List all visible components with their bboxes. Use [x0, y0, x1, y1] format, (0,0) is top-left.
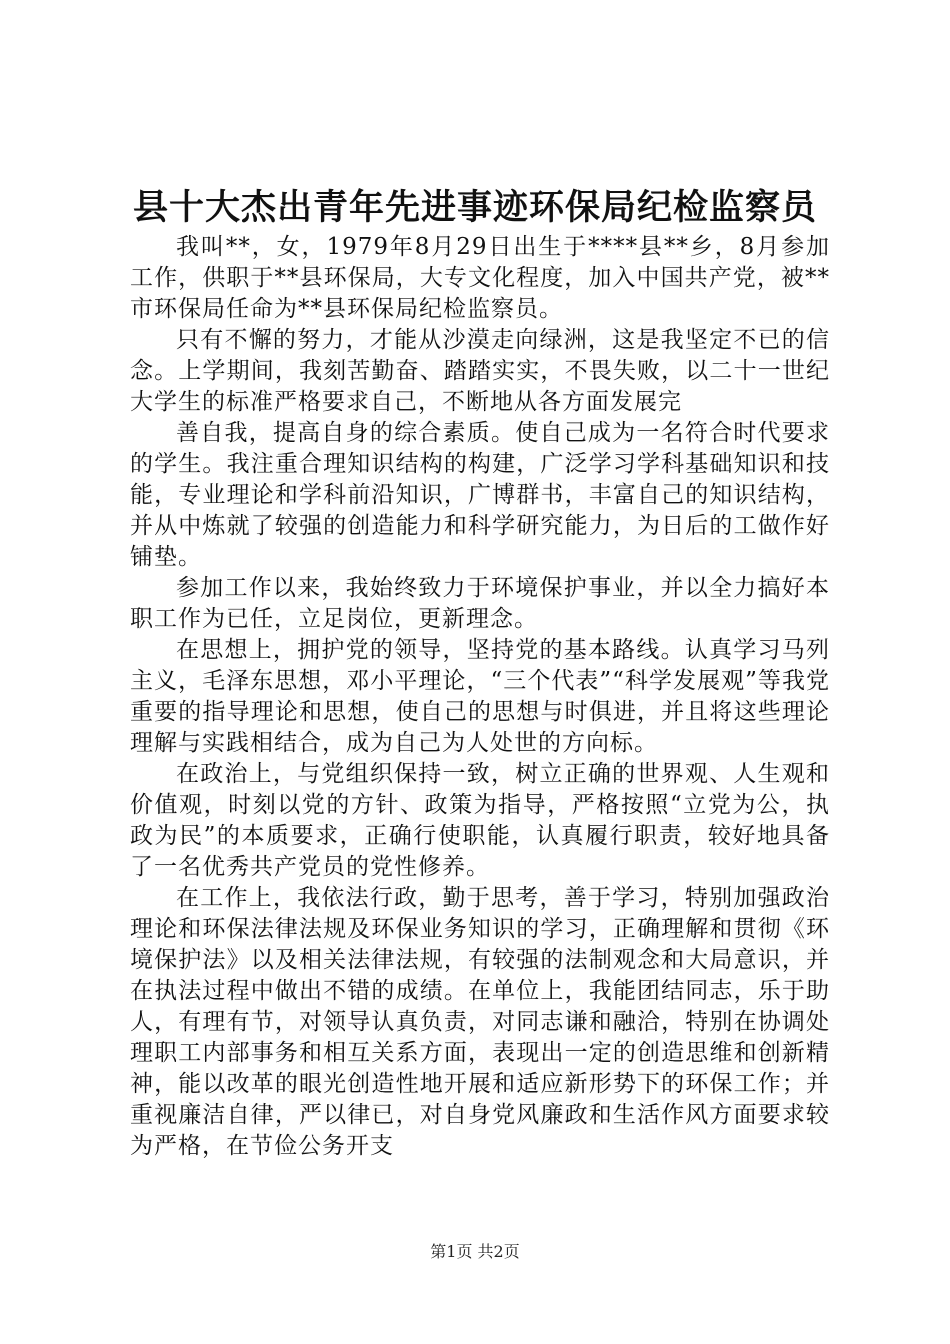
paragraph-4: 参加工作以来，我始终致力于环境保护事业，并以全力搞好本职工作为已任，立足岗位，更新理念。 [130, 575, 830, 632]
paragraph-7: 在工作上，我依法行政，勤于思考，善于学习，特别加强政治理论和环保法律法规及环保业务知识的学习，正确理解和贯彻《环境保护法》以及相关法律法规，有较强的法制观念和大局意识，并在执法过程中做出不错的成绩。在单位上，我能团结同志，乐于助人，有理有节，对领导认真负责，对同志谦和融洽，特别在协调处理职工内部事务和相互关系方面，表现出一定的创造思维和创新精神，能以改革的眼光创造性地开展和适应新形势下的环保工作；并重视廉洁自律，严以律已，对自身党风廉政和生活作风方面要求较为严格，在节俭公务开支 [130, 885, 830, 1159]
paragraph-2: 只有不懈的努力，才能从沙漠走向绿洲，这是我坚定不已的信念。上学期间，我刻苦勤奋、踏踏实实，不畏失败，以二十一世纪大学生的标准严格要求自己，不断地从各方面发展完 [130, 327, 830, 415]
document-title: 县十大杰出青年先进事迹环保局纪检监察员 [132, 187, 817, 228]
paragraph-5: 在思想上，拥护党的领导，坚持党的基本路线。认真学习马列主义，毛泽东思想，邓小平理论，“三个代表”“科学发展观”等我党重要的指导理论和思想，使自己的思想与时俱进，并且将这些理论理解与实践相结合，成为自己为人处世的方向标。 [130, 637, 830, 756]
paragraph-6: 在政治上，与党组织保持一致，树立正确的世界观、人生观和价值观，时刻以党的方针、政策为指导，严格按照“立党为公，执政为民”的本质要求，正确行使职能，认真履行职责，较好地具备了一名优秀共产党员的党性修养。 [130, 761, 830, 880]
page-footer: 第1页 共2页 [430, 1242, 520, 1261]
paragraph-3: 善自我，提高自身的综合素质。使自己成为一名符合时代要求的学生。我注重合理知识结构的构建，广泛学习学科基础知识和技能，专业理论和学科前沿知识，广博群书，丰富自己的知识结构，并从中炼就了较强的创造能力和科学研究能力，为日后的工做作好铺垫。 [130, 420, 830, 570]
document-body [130, 232, 830, 1162]
paragraph-1: 我叫**，女，1979年8月29日出生于****县**乡，8月参加工作，供职于**县环保局，大专文化程度，加入中国共产党，被**市环保局任命为**县环保局纪检监察员。 [130, 234, 830, 322]
